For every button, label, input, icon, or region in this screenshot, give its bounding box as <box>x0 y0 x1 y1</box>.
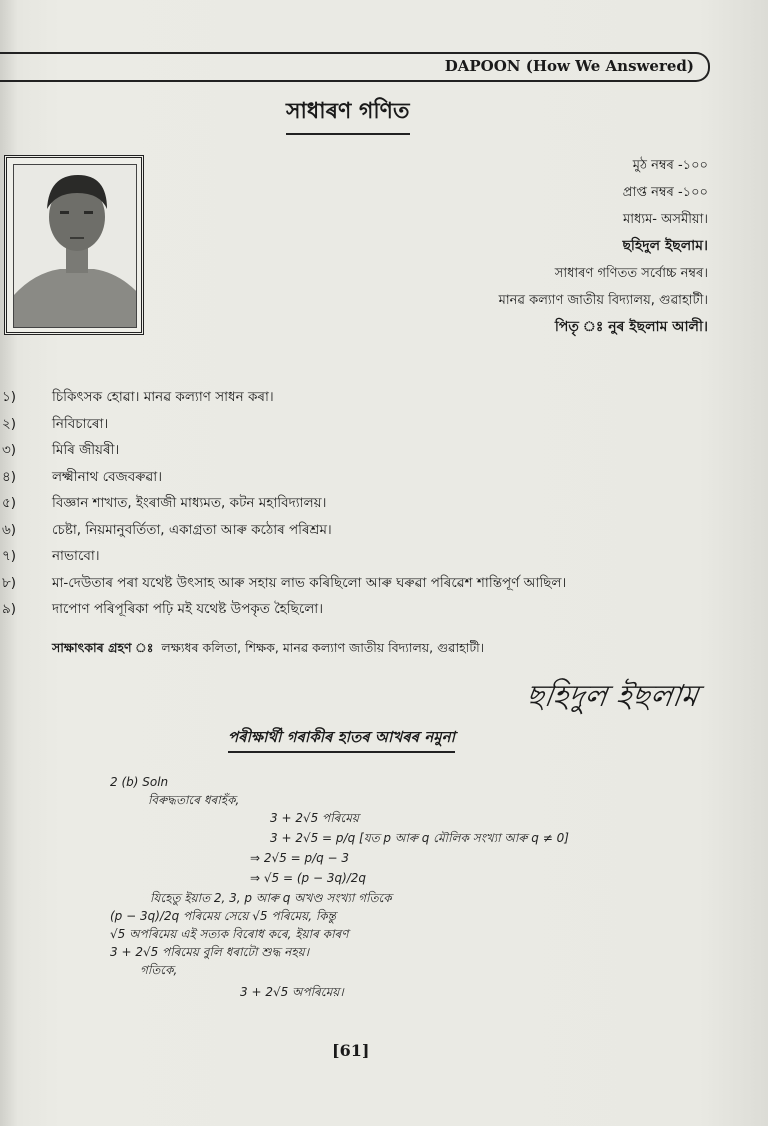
handwriting-line: √5 অপৰিমেয় এই সত্যক বিৰোধ কৰে, ইয়াৰ কাৰণ <box>110 927 349 941</box>
handwriting-sample <box>100 770 660 1010</box>
answer-item <box>0 570 740 597</box>
handwriting-line: 3 + 2√5 পৰিমেয় <box>270 811 359 825</box>
portrait-icon <box>14 165 137 328</box>
answer-text: নিবিচাৰো। <box>52 415 109 432</box>
running-header <box>0 52 710 82</box>
handwriting-line: 3 + 2√5 অপৰিমেয়। <box>240 985 344 999</box>
answer-text: দাপোণ পৰিপূৰিকা পঢ়ি মই যথেষ্ট উপকৃত হৈছিলো। <box>52 601 324 617</box>
achievement: সাধাৰণ গণিতত সৰ্বোচ্চ নম্বৰ। <box>554 266 708 281</box>
obtained-marks: প্ৰাপ্ত নম্বৰ -১০০ <box>622 185 708 200</box>
answer-number: ৪) <box>2 468 17 485</box>
answer-list <box>0 384 740 623</box>
student-info <box>499 152 708 341</box>
answer-number: ২) <box>2 415 17 432</box>
handwriting-line: 3 + 2√5 = p/q [যত p আৰু q মৌলিক সংখ্যা আৰু q ≠ 0] <box>270 831 569 845</box>
answer-text: লক্ষ্মীনাথ বেজবৰুৱা। <box>52 468 163 485</box>
answer-text: বিজ্ঞান শাখাত, ইংৰাজী মাধ্যমত, কটন মহাবিদ্যালয়। <box>52 495 327 511</box>
answer-item <box>0 411 740 438</box>
interview-label: সাক্ষাৎকাৰ গ্ৰহণ ঃ <box>52 640 154 655</box>
answer-number: ৬) <box>2 521 17 538</box>
portrait-image <box>13 164 137 328</box>
handwriting-sample-title: পৰীক্ষাৰ্থী গৰাকীৰ হাতৰ আখৰৰ নমুনা <box>228 726 455 753</box>
page-title: সাধাৰণ গণিত <box>286 94 410 135</box>
interview-text: লক্ষ্যধৰ কলিতা, শিক্ষক, মানৱ কল্যাণ জাতীয় বিদ্যালয়, গুৱাহাটী। <box>161 640 485 655</box>
handwriting-line: গতিকে, <box>140 963 178 977</box>
answer-item <box>0 517 740 544</box>
answer-number: ৮) <box>2 574 17 591</box>
handwriting-line: যিহেতু ইয়াত 2, 3, p আৰু q অখণ্ড সংখ্যা গতিকে <box>150 891 392 905</box>
full-marks: মুঠ নম্বৰ -১০০ <box>632 158 708 173</box>
answer-item <box>0 437 740 464</box>
handwriting-line: ⇒ 2√5 = p/q − 3 <box>250 851 350 865</box>
answer-item <box>0 464 740 491</box>
handwriting-line: বিৰুদ্ধতাৰে ধৰাহঁক, <box>148 793 240 807</box>
answer-text: চেষ্টা, নিয়মানুবৰ্তিতা, একাগ্ৰতা আৰু কঠোৰ পৰিশ্ৰম। <box>52 521 332 538</box>
interview-credit <box>52 640 484 660</box>
answer-number: ১) <box>2 389 17 405</box>
answer-text: মিৰি জীয়ৰী। <box>52 442 120 458</box>
answer-text: মা-দেউতাৰ পৰা যথেষ্ট উৎসাহ আৰু সহায় লাভ কৰিছিলো আৰু ঘৰুৱা পৰিৱেশ শান্তিপূৰ্ণ আছিল। <box>52 574 567 591</box>
handwriting-line: 3 + 2√5 পৰিমেয় বুলি ধৰাটো শুদ্ধ নহয়। <box>110 945 310 959</box>
answer-item <box>0 596 740 623</box>
school: মানৱ কল্যাণ জাতীয় বিদ্যালয়, গুৱাহাটী। <box>498 293 708 308</box>
answer-item <box>0 490 740 517</box>
answer-text: নাভাবো। <box>52 548 100 564</box>
handwriting-line: ⇒ √5 = (p − 3q)/2q <box>250 871 367 885</box>
medium: মাধ্যম- অসমীয়া। <box>623 212 708 227</box>
signature: ছহিদুল ইছলাম <box>523 679 701 714</box>
handwriting-line: (p − 3q)/2q পৰিমেয় সেয়ে √5 পৰিমেয়, কিন্তু <box>110 909 336 923</box>
answer-number: ৭) <box>2 548 17 564</box>
answer-number: ৫) <box>2 495 17 511</box>
page-number: [61] <box>332 1041 370 1060</box>
father-name: পিতৃ ঃ নুৰ ইছলাম আলী। <box>554 319 708 335</box>
student-photo <box>4 155 144 335</box>
running-title: DAPOON (How We Answered) <box>444 57 694 75</box>
answer-number: ৯) <box>2 601 17 617</box>
answer-item <box>0 384 740 411</box>
answer-item <box>0 543 740 570</box>
answer-number: ৩) <box>2 442 17 458</box>
handwriting-line: 2 (b) Soln <box>110 775 169 789</box>
student-name: ছহিদুল ইছলাম। <box>622 238 708 254</box>
answer-text: চিকিৎসক হোৱা। মানৱ কল্যাণ সাধন কৰা। <box>52 389 274 405</box>
